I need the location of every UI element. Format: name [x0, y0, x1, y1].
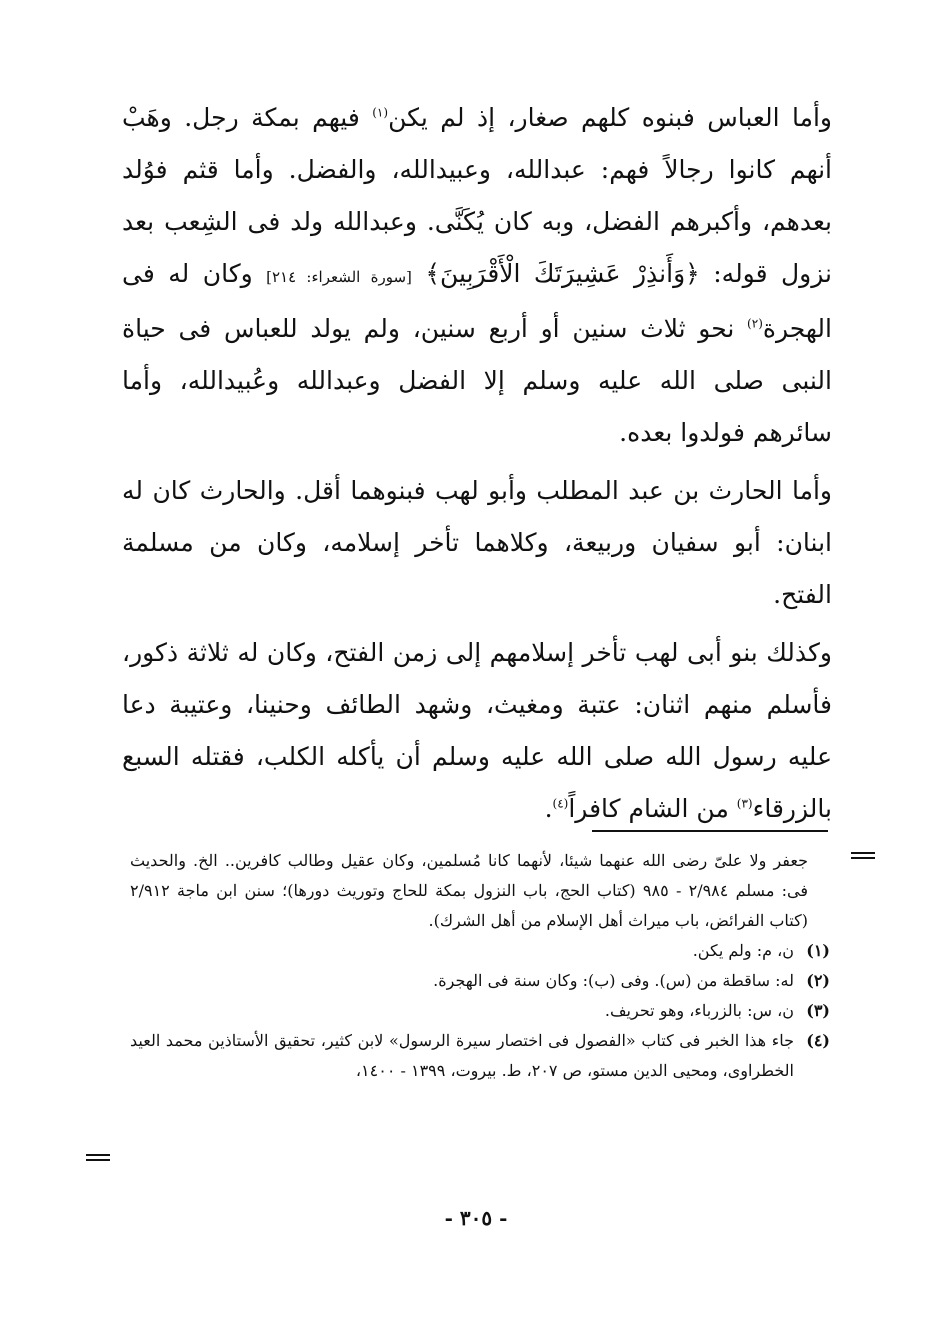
footnote-text: ن، س: بالزرباء، وهو تحريف. — [604, 1001, 794, 1020]
footnote-ref-2: (٢) — [747, 316, 763, 331]
page-number: - ٣٠٥ - — [444, 1206, 508, 1230]
quran-reference: [سورة الشعراء: ٢١٤] — [266, 268, 412, 286]
paragraph-abu-lahab-part-1: وكذلك بنو أبى لهب تأخر إسلامهم إلى زمن الفتح، وكان له ثلاثة ذكور، فأسلم منهم اثنان: عتبة ومغيث، وشهد الطائف وحنينا، وعتيبة دعا عليه رسول الله صلى الله عليه وسلم أن يأكله الكلب، فقتله السبع بالزرقاء — [122, 638, 832, 823]
paragraph-abbas-part-2: فيهم بمكة رجل. وهَبْ أنهم كانوا رجالاً فهم: عبدالله، وعبيدالله، والفضل. وأما قثم فوُلد بعدهم، وأكبرهم الفضل، وبه كان يُكَنَّى. وعبدالله ولد فى الشِعب بعد نزول قوله: ﴿وَأَنذِرْ عَشِيرَتَكَ الْأَقْرَبِينَ﴾ — [122, 103, 832, 288]
footnote-continuation: جعفر ولا علىّ رضى الله عنهما شيئا، لأنهما كانا مُسلمين، وكان عقيل وطالب كافرين.. الخ. والحديث فى: مسلم ٢/٩٨٤ - ٩٨٥ (كتاب الحج، باب النزول بمكة للحاج وتوريث دورها)؛ سنن ابن ماجة ٢/٩١٢ (كتاب الفرائض، باب ميراث أهل الإسلام من أهل الشرك). — [130, 851, 809, 930]
paragraph-abbas-part-3: وكان له فى الهجرة — [122, 259, 832, 343]
footnote-number: (١) — [806, 941, 830, 960]
footnote-text: ن، م: ولم يكن. — [692, 941, 794, 960]
footnote-number: (٢) — [806, 971, 830, 990]
footnote-ref-4: (٤) — [552, 796, 569, 811]
footnote-number: (٣) — [806, 1001, 830, 1020]
footnote-divider — [592, 830, 828, 832]
footnote-text: له: ساقطة من (س). وفى (ب): وكان سنة فى الهجرة. — [433, 971, 794, 990]
footnote-number: (٤) — [806, 1031, 830, 1050]
margin-mark-bottom — [86, 1154, 110, 1156]
paragraph-abbas — [122, 92, 832, 459]
main-text — [122, 92, 832, 835]
paragraph-abbas-part-4: نحو ثلاث سنين أو أربع سنين، ولم يولد للعباس فى حياة النبى صلى الله عليه وسلم إلا الفضل وعبدالله وعُبيدالله، وأما سائرهم فولدوا بعده. — [122, 314, 832, 447]
paragraph-abbas-part-1: وأما العباس فبنوه كلهم صغار، إذ لم يكن — [388, 103, 832, 132]
paragraph-abu-lahab-part-2: من الشام كافراً — [568, 794, 737, 823]
footnote-ref-3: (٣) — [736, 796, 753, 811]
paragraph-abu-lahab-part-3: . — [544, 794, 553, 823]
footnote-item — [130, 966, 830, 996]
footnotes — [130, 846, 830, 1086]
footnote-item — [130, 936, 830, 966]
footnote-ref-1: (١) — [372, 105, 389, 120]
footnote-item — [130, 1026, 830, 1086]
footnote-text: جاء هذا الخبر فى كتاب «الفصول فى اختصار سيرة الرسول» لابن كثير، تحقيق الأستاذين محمد العيد الخطراوى، ومحيى الدين مستو، ص ٢٠٧، ط. بيروت، ١٣٩٩ - ١٤٠٠، — [130, 1031, 795, 1080]
footnote-item — [130, 996, 830, 1026]
paragraph-abu-lahab — [122, 627, 832, 835]
margin-mark-top — [851, 852, 875, 854]
paragraph-harith: وأما الحارث بن عبد المطلب وأبو لهب فبنوهما أقل. والحارث كان له ابنان: أبو سفيان وربيعة، وكلاهما تأخر إسلامه، وكان من مسلمة الفتح. — [122, 476, 833, 609]
